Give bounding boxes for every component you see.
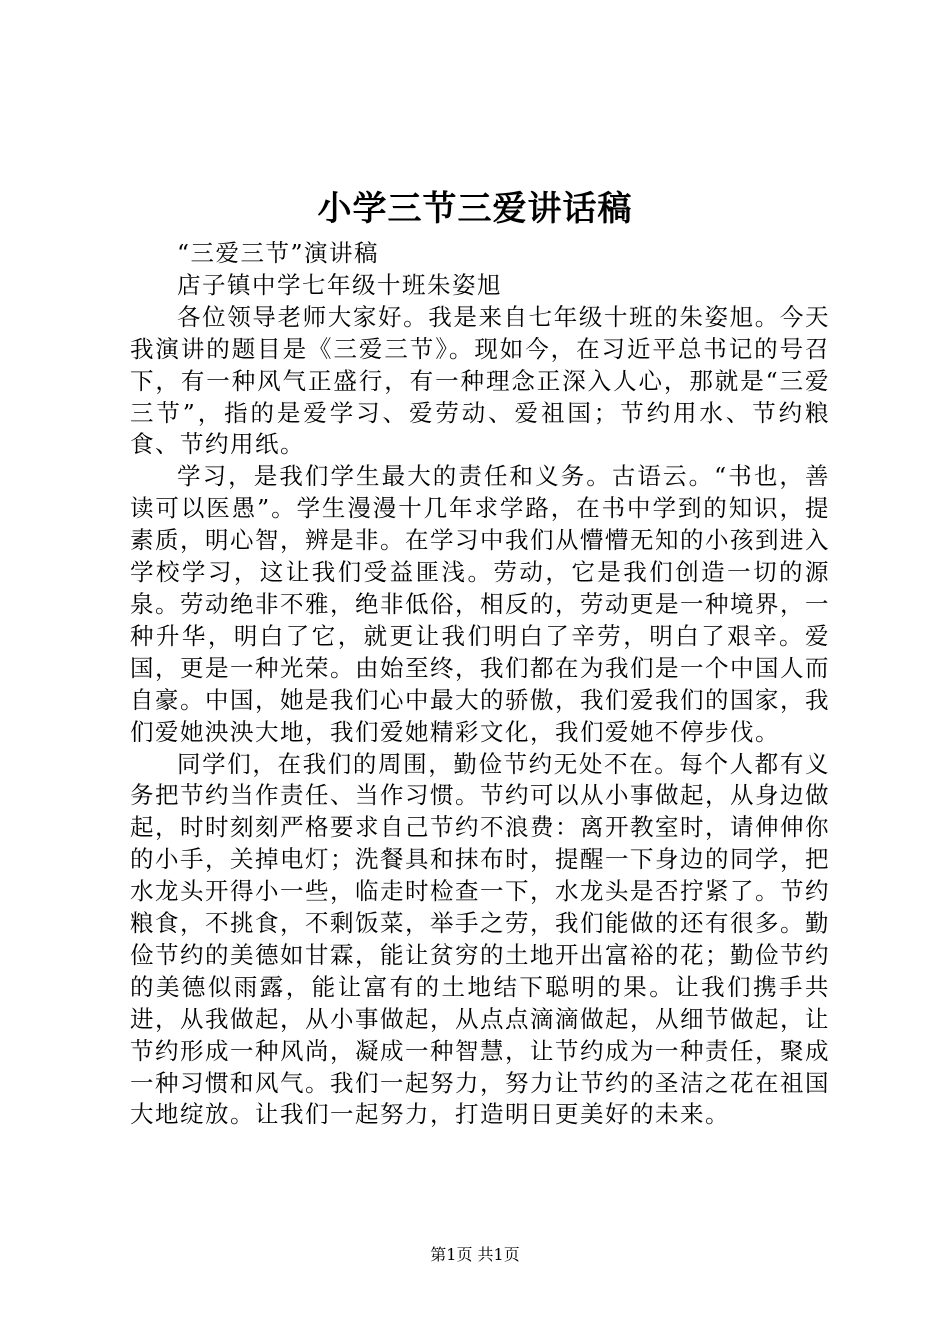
body-paragraph: 同学们，在我们的周围，勤俭节约无处不在。每个人都有义务把节约当作责任、当作习惯。节约可以从小事做起，从身边做起，时时刻刻严格要求自己节约不浪费：离开教室时，请伸伸你的小手，关掉电灯；洗餐具和抹布时，提醒一下身边的同学，把水龙头开得小一些，临走时检查一下，水龙头是否拧紧了。节约粮食，不挑食，不剩饭菜，举手之劳，我们能做的还有很多。勤俭节约的美德如甘霖，能让贫穷的土地开出富裕的花；勤俭节约的美德似雨露，能让富有的土地结下聪明的果。让我们携手共进，从我做起，从小事做起，从点点滴滴做起，从细节做起，让节约形成一种风尚，凝成一种智慧，让节约成为一种责任，聚成一种习惯和风气。我们一起努力，努力让节约的圣洁之花在祖国大地绽放。让我们一起努力，打造明日更美好的未来。 <box>130 749 830 1129</box>
speech-heading: “三爱三节”演讲稿 <box>177 239 380 267</box>
page-title: 小学三节三爱讲话稿 <box>317 189 633 229</box>
page-footer: 第1页 共1页 <box>430 1245 520 1264</box>
body-paragraph: 各位领导老师大家好。我是来自七年级十班的朱姿旭。今天我演讲的题目是《三爱三节》。现如今，在习近平总书记的号召下，有一种风气正盛行，有一种理念正深入人心，那就是“三爱三节”，指的是爱学习、爱劳动、爱祖国；节约用水、节约粮食、节约用纸。 <box>130 302 830 459</box>
author-line: 店子镇中学七年级十班朱姿旭 <box>177 270 502 299</box>
document-body <box>130 238 830 1131</box>
body-paragraph: 学习，是我们学生最大的责任和义务。古语云。“书也，善读可以医愚”。学生漫漫十几年求学路，在书中学到的知识，提素质，明心智，辨是非。在学习中我们从懵懵无知的小孩到进入学校学习，这让我们受益匪浅。劳动，它是我们创造一切的源泉。劳动绝非不雅，绝非低俗，相反的，劳动更是一种境界，一种升华，明白了它，就更让我们明白了辛劳，明白了艰辛。爱国，更是一种光荣。由始至终，我们都在为我们是一个中国人而自豪。中国，她是我们心中最大的骄傲，我们爱我们的国家，我们爱她泱泱大地，我们爱她精彩文化，我们爱她不停步伐。 <box>130 462 830 746</box>
